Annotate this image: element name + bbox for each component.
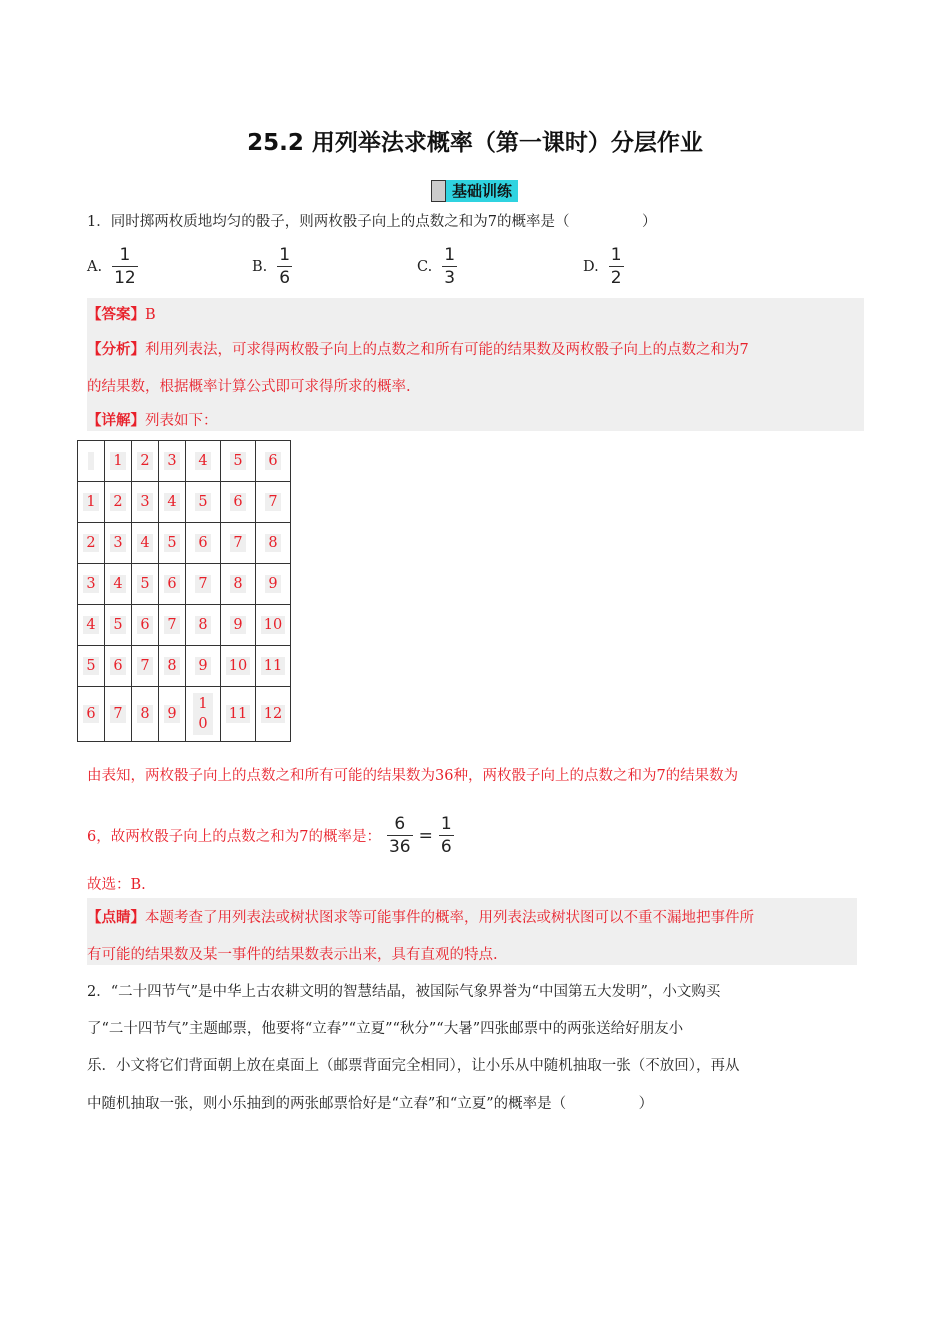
detail-tag: 【详解】	[87, 412, 145, 429]
table-cell: 6	[78, 687, 105, 742]
table-cell: 7	[221, 523, 256, 564]
q2-line-1: 2．“二十四节气”是中华上古农耕文明的智慧结晶，被国际气象界誉为“中国第五大发明”，小文购买	[87, 984, 721, 1000]
table-cell: 6	[221, 482, 256, 523]
table-cell: 3	[159, 441, 186, 482]
table-cell: 3	[132, 482, 159, 523]
option-letter: D.	[583, 258, 599, 275]
table-cell: 3	[78, 564, 105, 605]
fraction-denominator: 6	[440, 837, 452, 857]
table-cell: 11	[256, 646, 291, 687]
fraction-denominator: 12	[114, 268, 136, 288]
table-cell: 10	[186, 687, 221, 742]
table-cell: 8	[256, 523, 291, 564]
conclusion-text: 6，故两枚骰子向上的点数之和为7的概率是：	[87, 829, 381, 845]
table-cell: 11	[221, 687, 256, 742]
comment-text: 本题考查了用列表法或树状图求等可能事件的概率，用列表法或树状图可以不重不漏地把事件所	[145, 910, 754, 926]
table-cell: 8	[132, 687, 159, 742]
answer-tag: 【答案】	[87, 306, 145, 323]
fraction-denominator: 3	[444, 268, 456, 288]
comment-line-2: 有可能的结果数及某一事件的结果数表示出来，具有直观的特点.	[87, 947, 498, 963]
q1-stem: 1．同时掷两枚质地均匀的骰子，则两枚骰子向上的点数之和为7的概率是（ ）	[87, 214, 657, 230]
option-letter: C.	[417, 258, 433, 275]
detail-line	[87, 409, 218, 430]
table-cell: 5	[105, 605, 132, 646]
table-row	[78, 687, 291, 742]
section-marker	[431, 180, 446, 202]
table-cell: 5	[78, 646, 105, 687]
conclusion-line-2	[87, 813, 454, 858]
result-fraction-2	[439, 813, 454, 858]
answer-line	[87, 303, 156, 324]
table-cell: 12	[256, 687, 291, 742]
table-cell: 9	[221, 605, 256, 646]
table-cell: 4	[159, 482, 186, 523]
table-row	[78, 523, 291, 564]
table-cell: 6	[186, 523, 221, 564]
table-cell: 5	[186, 482, 221, 523]
table-cell: 10	[221, 646, 256, 687]
fraction-numerator: 6	[394, 814, 406, 834]
option-fraction	[112, 244, 138, 289]
table-cell: 2	[132, 441, 159, 482]
fraction-numerator: 1	[119, 245, 131, 265]
table-cell: 1	[105, 441, 132, 482]
table-cell: 7	[105, 687, 132, 742]
table-cell: 4	[105, 564, 132, 605]
q2-line-2: 了“二十四节气”主题邮票，他要将“立春”“立夏”“秋分”“大暑”四张邮票中的两张送给好朋友小	[87, 1021, 684, 1037]
table-cell: 2	[105, 482, 132, 523]
table-cell: 6	[256, 441, 291, 482]
fraction-denominator: 6	[279, 268, 291, 288]
comment-line-1	[87, 906, 754, 927]
table-cell: 1	[78, 482, 105, 523]
table-cell: 4	[132, 523, 159, 564]
table-cell: 4	[186, 441, 221, 482]
table-cell: 3	[105, 523, 132, 564]
table-row	[78, 646, 291, 687]
q2-line-3: 乐．小文将它们背面朝上放在桌面上（邮票背面完全相同），让小乐从中随机抽取一张（不放回），再从	[87, 1058, 740, 1074]
table-cell: 8	[186, 605, 221, 646]
table-cell: 8	[221, 564, 256, 605]
table-cell: 5	[221, 441, 256, 482]
table-cell: 10	[256, 605, 291, 646]
fraction-numerator: 1	[279, 245, 291, 265]
table-cell: 7	[132, 646, 159, 687]
table-cell: 8	[159, 646, 186, 687]
detail-text: 列表如下：	[145, 413, 218, 429]
option-fraction	[277, 244, 292, 289]
analysis-tag: 【分析】	[87, 341, 145, 358]
table-cell: 9	[256, 564, 291, 605]
table-cell: 5	[132, 564, 159, 605]
option-letter: B.	[252, 258, 268, 275]
analysis-line-1	[87, 338, 749, 359]
fraction-numerator: 1	[610, 245, 622, 265]
table-cell	[78, 441, 105, 482]
q1-option-b	[252, 244, 292, 289]
table-row	[78, 482, 291, 523]
analysis-line-2: 的结果数，根据概率计算公式即可求得所求的概率.	[87, 379, 411, 395]
table-cell: 6	[159, 564, 186, 605]
table-cell: 9	[159, 687, 186, 742]
fraction-denominator: 2	[610, 268, 622, 288]
result-fraction-1	[387, 813, 413, 858]
q1-option-d	[583, 244, 624, 289]
answer-value: B	[145, 307, 156, 323]
fraction-numerator: 1	[440, 814, 452, 834]
table-cell: 6	[132, 605, 159, 646]
table-row	[78, 564, 291, 605]
fraction-denominator: 36	[388, 837, 411, 857]
section-label: 基础训练	[446, 180, 518, 202]
option-fraction	[609, 244, 624, 289]
table-header-row	[78, 441, 291, 482]
table-cell: 6	[105, 646, 132, 687]
table-cell: 9	[186, 646, 221, 687]
q1-option-a	[87, 244, 138, 289]
sum-table	[77, 440, 291, 742]
table-cell: 4	[78, 605, 105, 646]
analysis-text: 利用列表法，可求得两枚骰子向上的点数之和所有可能的结果数及两枚骰子向上的点数之和为7	[145, 342, 749, 358]
table-cell: 7	[256, 482, 291, 523]
table-cell: 7	[159, 605, 186, 646]
table-row	[78, 605, 291, 646]
option-letter: A.	[87, 258, 103, 275]
choose-line: 故选：B.	[87, 877, 146, 893]
table-cell: 5	[159, 523, 186, 564]
conclusion-line-1: 由表知，两枚骰子向上的点数之和所有可能的结果数为36种，两枚骰子向上的点数之和为7的结果数为	[87, 768, 739, 784]
fraction-numerator: 1	[444, 245, 456, 265]
comment-tag: 【点睛】	[87, 909, 145, 926]
table-cell: 2	[78, 523, 105, 564]
section-heading	[431, 180, 518, 202]
page-title: 25.2 用列举法求概率（第一课时）分层作业	[247, 130, 703, 156]
q1-option-c	[417, 244, 457, 289]
q2-line-4: 中随机抽取一张，则小乐抽到的两张邮票恰好是“立春”和“立夏”的概率是（ ）	[87, 1096, 654, 1112]
equals-sign: =	[418, 825, 433, 846]
table-cell: 7	[186, 564, 221, 605]
option-fraction	[442, 244, 457, 289]
